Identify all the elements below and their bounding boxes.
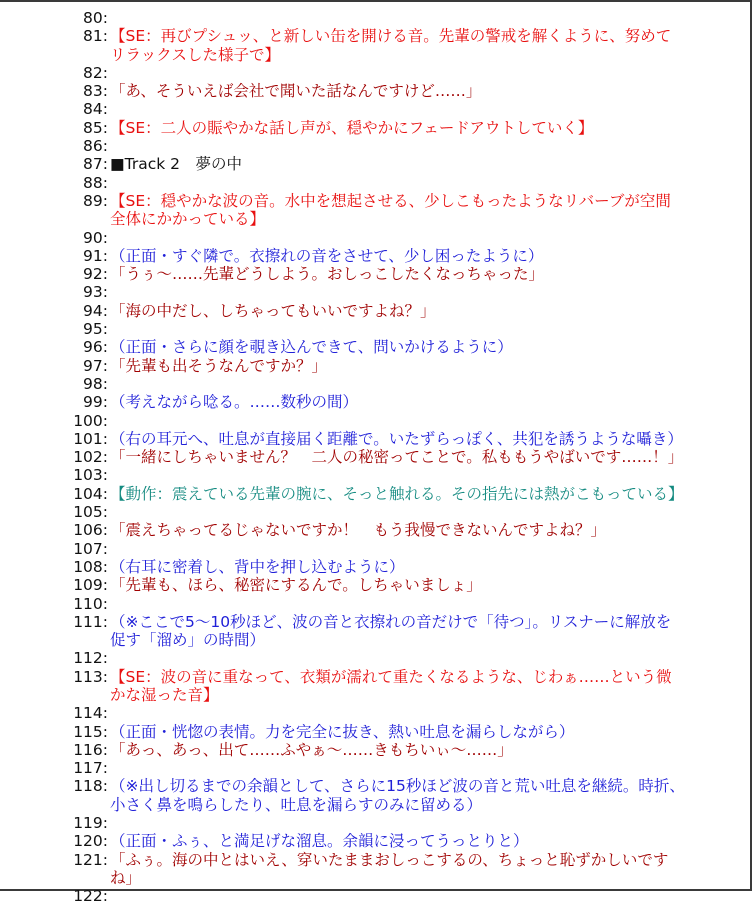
line-text-none — [108, 375, 685, 393]
line-number: 115: — [73, 722, 108, 741]
script-line — [30, 137, 690, 155]
line-text-dlg: 「一緒にしちゃいません？ 二人の秘密ってことで。私ももうやばいです……！」 — [110, 448, 684, 467]
script-line — [30, 9, 690, 27]
line-text-dir: （※出し切るまでの余韻として、さらに15秒ほど波の音と荒い吐息を継続。時折、小さく鼻を鳴らしたり、吐息を漏らすのみに留める） — [110, 777, 685, 814]
line-number: 112: — [73, 649, 108, 668]
script-line — [30, 668, 690, 705]
line-number: 104: — [73, 484, 108, 503]
script-line — [30, 82, 690, 100]
line-text-none — [108, 100, 685, 118]
line-number: 96: — [83, 338, 108, 357]
line-number: 113: — [73, 667, 108, 686]
line-number: 81: — [83, 27, 108, 46]
line-text-dir: （正面・さらに顔を覗き込んできて、問いかけるように） — [110, 338, 513, 357]
line-number: 95: — [83, 320, 108, 339]
line-text-se: 【SE：波の音に重なって、衣類が濡れて重たくなるような、じわぁ……という微かな湿った音】 — [110, 667, 672, 704]
line-number: 94: — [83, 301, 108, 320]
line-number: 102: — [73, 448, 108, 467]
line-text-none — [108, 137, 685, 155]
line-text-se: 【SE：再びプシュッ、と新しい缶を開ける音。先輩の警戒を解くように、努めてリラックスした様子で】 — [110, 27, 672, 64]
script-line — [30, 283, 690, 301]
line-number: 97: — [83, 356, 108, 375]
line-text-head: ■Track 2 夢の中 — [110, 155, 242, 174]
line-number: 107: — [73, 539, 108, 558]
script-line — [30, 229, 690, 247]
script-line — [30, 832, 690, 850]
script-line — [30, 320, 690, 338]
script-line — [30, 777, 690, 814]
line-number: 111: — [73, 612, 108, 631]
line-number: 82: — [83, 63, 108, 82]
line-text-none — [108, 704, 685, 722]
script-line — [30, 613, 690, 650]
line-number: 85: — [83, 118, 108, 137]
script-line — [30, 119, 690, 137]
script-line — [30, 265, 690, 283]
script-line — [30, 412, 690, 430]
script-line — [30, 814, 690, 832]
line-text-none — [108, 503, 685, 521]
line-text-dir: （正面・ふぅ、と満足げな溜息。余韻に浸ってうっとりと） — [110, 832, 529, 851]
script-line — [30, 430, 690, 448]
line-text-none — [108, 759, 685, 777]
line-number: 121: — [73, 850, 108, 869]
line-number: 93: — [83, 283, 108, 302]
script-line — [30, 558, 690, 576]
line-number: 122: — [73, 887, 108, 906]
line-number: 86: — [83, 137, 108, 156]
script-line — [30, 759, 690, 777]
script-line — [30, 192, 690, 229]
script-line — [30, 649, 690, 667]
line-text-dlg: 「あっ、あっ、出て……ふやぁ～……きもちいぃ～……」 — [110, 740, 513, 759]
script-line — [30, 521, 690, 539]
line-text-none — [108, 595, 685, 613]
line-number: 101: — [73, 429, 108, 448]
line-text-none — [108, 64, 685, 82]
line-text-dlg: 「震えちゃってるじゃないですか！ もう我慢できないんですよね？」 — [110, 521, 607, 540]
line-number: 100: — [73, 411, 108, 430]
script-line — [30, 155, 690, 173]
line-number: 118: — [73, 777, 108, 796]
line-text-dlg: 「海の中だし、しちゃってもいいですよね？」 — [110, 301, 436, 320]
line-text-none — [108, 229, 685, 247]
line-text-dir: （考えながら唸る。……数秒の間） — [110, 393, 359, 412]
script-line — [30, 100, 690, 118]
script-line — [30, 723, 690, 741]
script-line — [30, 393, 690, 411]
line-number: 83: — [83, 82, 108, 101]
script-line — [30, 887, 690, 905]
line-text-none — [108, 887, 685, 905]
line-text-none — [108, 9, 685, 27]
line-text-act: 【動作：震えている先輩の腕に、そっと触れる。その指先には熱がこもっている】 — [110, 484, 684, 503]
script-line — [30, 503, 690, 521]
line-number: 99: — [83, 393, 108, 412]
line-text-dir: （右の耳元へ、吐息が直接届く距離で。いたずらっぽく、共犯を誘うような囁き） — [110, 429, 683, 448]
line-number: 88: — [83, 173, 108, 192]
line-text-none — [108, 320, 685, 338]
script-lines — [30, 9, 690, 906]
script-line — [30, 448, 690, 466]
script-line — [30, 375, 690, 393]
script-line — [30, 576, 690, 594]
line-number: 108: — [73, 557, 108, 576]
line-number: 90: — [83, 228, 108, 247]
line-number: 87: — [83, 155, 108, 174]
line-text-none — [108, 283, 685, 301]
script-line — [30, 466, 690, 484]
script-line — [30, 302, 690, 320]
line-number: 84: — [83, 100, 108, 119]
line-text-none — [108, 412, 685, 430]
line-number: 80: — [83, 9, 108, 27]
line-number: 105: — [73, 503, 108, 522]
line-number: 91: — [83, 246, 108, 265]
line-text-se: 【SE：穏やかな波の音。水中を想起させる、少しこもったようなリバーブが空間全体にかかっている】 — [110, 191, 671, 229]
line-number: 89: — [83, 191, 108, 210]
script-line — [30, 64, 690, 82]
script-line — [30, 247, 690, 265]
script-line — [30, 704, 690, 722]
script-line — [30, 338, 690, 356]
line-number: 119: — [73, 814, 108, 833]
script-line — [30, 485, 690, 503]
line-number: 120: — [73, 832, 108, 851]
line-text-dir: （正面・恍惚の表情。力を完全に抜き、熱い吐息を漏らしながら） — [110, 722, 575, 741]
script-line — [30, 540, 690, 558]
line-text-dlg: 「あ、そういえば会社で聞いた話なんですけど……」 — [110, 82, 482, 101]
line-text-dlg: 「先輩も出そうなんですか？」 — [110, 356, 328, 375]
line-text-dlg: 「ふぅ。海の中とはいえ、穿いたままおしっこするの、ちょっと恥ずかしいですね」 — [110, 850, 669, 887]
script-line — [30, 357, 690, 375]
line-text-none — [108, 649, 685, 667]
script-line — [30, 595, 690, 613]
line-text-none — [108, 540, 685, 558]
line-text-dir: （※ここで5～10秒ほど、波の音と衣擦れの音だけで「待つ」。リスナーに解放を促す「溜め」の時間） — [110, 612, 672, 650]
line-text-dir: （正面・すぐ隣で。衣擦れの音をさせて、少し困ったように） — [110, 246, 544, 265]
line-number: 116: — [73, 740, 108, 759]
script-line — [30, 851, 690, 888]
line-number: 92: — [83, 265, 108, 284]
script-line — [30, 27, 690, 64]
line-number: 114: — [73, 704, 108, 723]
line-number: 98: — [83, 374, 108, 393]
script-line — [30, 741, 690, 759]
line-number: 117: — [73, 759, 108, 778]
line-number: 103: — [73, 466, 108, 485]
line-text-dlg: 「うぅ～……先輩どうしよう。おしっこしたくなっちゃった」 — [110, 265, 545, 284]
line-number: 110: — [73, 594, 108, 613]
line-text-dir: （右耳に密着し、背中を押し込むように） — [110, 557, 405, 576]
line-text-none — [108, 466, 685, 484]
line-text-none — [108, 814, 685, 832]
line-number: 109: — [73, 576, 108, 595]
line-number: 106: — [73, 521, 108, 540]
line-text-se: 【SE：二人の賑やかな話し声が、穏やかにフェードアウトしていく】 — [110, 118, 594, 137]
line-text-none — [108, 174, 685, 192]
script-line — [30, 174, 690, 192]
line-text-dlg: 「先輩も、ほら、秘密にするんで。しちゃいましょ」 — [110, 576, 482, 595]
